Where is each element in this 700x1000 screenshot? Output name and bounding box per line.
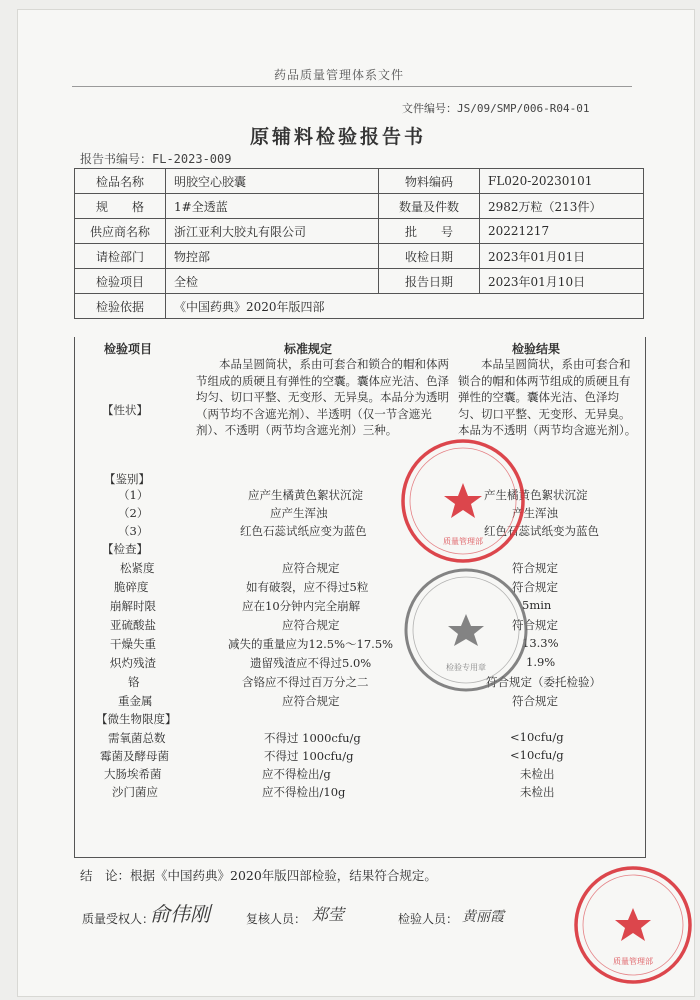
info-value: 全检: [166, 269, 379, 294]
info-label: 检验项目: [75, 269, 166, 294]
qa-signature: 俞伟刚: [150, 902, 210, 926]
micro-result: <10cfu/g: [510, 730, 564, 744]
micro-item: 霉菌及酵母菌: [100, 749, 169, 763]
info-label: 检验依据: [75, 294, 166, 319]
section-check-label: 【检查】: [102, 542, 148, 556]
info-value: 2023年01月10日: [480, 269, 644, 294]
check-result: 符合规定: [512, 580, 558, 594]
micro-standard: 应不得检出/10g: [262, 785, 346, 799]
check-result: 1.9%: [526, 655, 556, 669]
info-label: 报告日期: [379, 269, 480, 294]
ident-standard: 红色石蕊试纸应变为蓝色: [240, 524, 367, 538]
info-value: FL020-20230101: [480, 169, 644, 194]
inspect-signature: 黄丽霞: [462, 909, 504, 925]
ident-item: （2）: [118, 506, 149, 520]
info-value: 物控部: [166, 244, 379, 269]
info-row: [75, 294, 644, 319]
micro-standard: 不得过 1000cfu/g: [264, 731, 361, 745]
col-header-standard: 标准规定: [284, 342, 333, 356]
info-row: [75, 269, 644, 294]
info-value: 1#全透蓝: [166, 194, 379, 219]
info-label: 请检部门: [75, 244, 166, 269]
red-seal-bottom: [572, 864, 694, 986]
micro-item: 需氧菌总数: [108, 731, 166, 745]
info-row: [75, 194, 644, 219]
info-label: 批 号: [379, 219, 480, 244]
info-label: 收检日期: [379, 244, 480, 269]
qa-label: 质量受权人：: [82, 912, 155, 926]
conclusion-text: 结 论：根据《中国药典》2020年版四部检验，结果符合规定。: [80, 868, 437, 883]
check-item: 崩解时限: [110, 599, 156, 613]
check-result: 符合规定（委托检验）: [486, 675, 601, 689]
info-label: 规 格: [75, 194, 166, 219]
ident-item: （1）: [118, 488, 149, 502]
trait-result: 本品呈圆筒状，系由可套合和锁合的帽和体两节组成的质硬且有弹性的空囊。囊体光洁、色泽均匀、切口平整、无变形、无异臭。本品为不透明（两节均含遮光剂）。: [458, 357, 637, 437]
info-label: 供应商名称: [75, 219, 166, 244]
check-item: 铬: [128, 675, 140, 689]
ident-result: 红色石蕊试纸变为蓝色: [484, 524, 599, 538]
ident-item: （3）: [118, 524, 149, 538]
trait-standard: 本品呈圆筒状，系由可套合和锁合的帽和体两节组成的质硬且有弹性的空囊。囊体应光洁、色泽均匀、切口平整、无变形、无异臭。本品分为透明（两节均不含遮光剂）、半透明（仅一节含遮光剂）、不透明（两节均含遮光剂）三种。: [196, 357, 449, 437]
micro-result: 未检出: [520, 767, 555, 781]
info-value: 明胶空心胶囊: [166, 169, 379, 194]
review-signature: 郑莹: [312, 905, 345, 924]
section-trait-label: 【性状】: [102, 403, 148, 417]
info-label: 物料编码: [379, 169, 480, 194]
check-result: 符合规定: [512, 694, 558, 708]
check-standard: 减失的重量应为12.5%～17.5%: [228, 637, 394, 651]
micro-item: 大肠埃希菌: [104, 767, 162, 781]
check-standard: 应在10分钟内完全崩解: [242, 599, 361, 613]
col-header-result: 检验结果: [512, 342, 561, 356]
red-seal-qa: [398, 436, 528, 566]
check-item: 脆碎度: [114, 580, 149, 594]
system-title: 药品质量管理体系文件: [274, 68, 405, 82]
info-row: [75, 219, 644, 244]
check-standard: 应符合规定: [282, 561, 340, 575]
report-number: 报告书编号：FL-2023-009: [80, 152, 232, 166]
check-standard: 含铬应不得过百万分之二: [242, 675, 369, 689]
file-number: 文件编号：JS/09/SMP/006-R04-01: [402, 102, 590, 115]
inspect-label: 检验人员：: [398, 912, 459, 926]
svg-text:检验专用章: 检验专用章: [446, 663, 486, 672]
info-row: [75, 244, 644, 269]
info-value: 2023年01月01日: [480, 244, 644, 269]
micro-standard: 应不得检出/g: [262, 767, 331, 781]
info-value: 20221217: [480, 219, 644, 244]
section-ident-label: 【鉴别】: [104, 472, 150, 486]
check-result: 符合规定: [512, 618, 558, 632]
gray-seal-inspection: [402, 566, 530, 694]
ident-standard: 应产生浑浊: [270, 506, 328, 520]
check-item: 炽灼残渣: [110, 656, 156, 670]
check-result: 13.3%: [522, 636, 559, 650]
info-table: [74, 168, 644, 319]
check-item: 亚硫酸盐: [110, 618, 156, 632]
info-value: 《中国药典》2020年版四部: [166, 294, 644, 319]
review-label: 复核人员：: [246, 912, 307, 926]
col-header-item: 检验项目: [104, 342, 153, 356]
ident-standard: 应产生橘黄色絮状沉淀: [248, 488, 363, 502]
check-result: 5min: [522, 598, 552, 612]
micro-result: <10cfu/g: [510, 748, 564, 762]
check-item: 重金属: [118, 694, 153, 708]
section-micro-label: 【微生物限度】: [96, 712, 177, 726]
check-result: 符合规定: [512, 561, 558, 575]
svg-text:质量管理部: 质量管理部: [443, 537, 483, 546]
micro-item: 沙门菌应: [112, 785, 158, 799]
check-standard: 遗留残渣应不得过5.0%: [250, 656, 372, 670]
info-label: 检品名称: [75, 169, 166, 194]
check-item: 松紧度: [120, 561, 155, 575]
info-label: 数量及件数: [379, 194, 480, 219]
micro-result: 未检出: [520, 785, 555, 799]
header-rule: [72, 86, 632, 87]
check-standard: 应符合规定: [282, 694, 340, 708]
svg-text:质量管理部: 质量管理部: [613, 957, 653, 966]
info-value: 浙江亚利大胶丸有限公司: [166, 219, 379, 244]
ident-result: 产生浑浊: [512, 506, 558, 520]
check-standard: 应符合规定: [282, 618, 340, 632]
info-value: 2982万粒（213件）: [480, 194, 644, 219]
document-title: 原辅料检验报告书: [250, 126, 427, 148]
micro-standard: 不得过 100cfu/g: [264, 749, 354, 763]
check-item: 干燥失重: [110, 637, 156, 651]
ident-result: 产生橘黄色絮状沉淀: [484, 488, 588, 502]
info-row: [75, 169, 644, 194]
check-standard: 如有破裂，应不得过5粒: [246, 580, 369, 594]
